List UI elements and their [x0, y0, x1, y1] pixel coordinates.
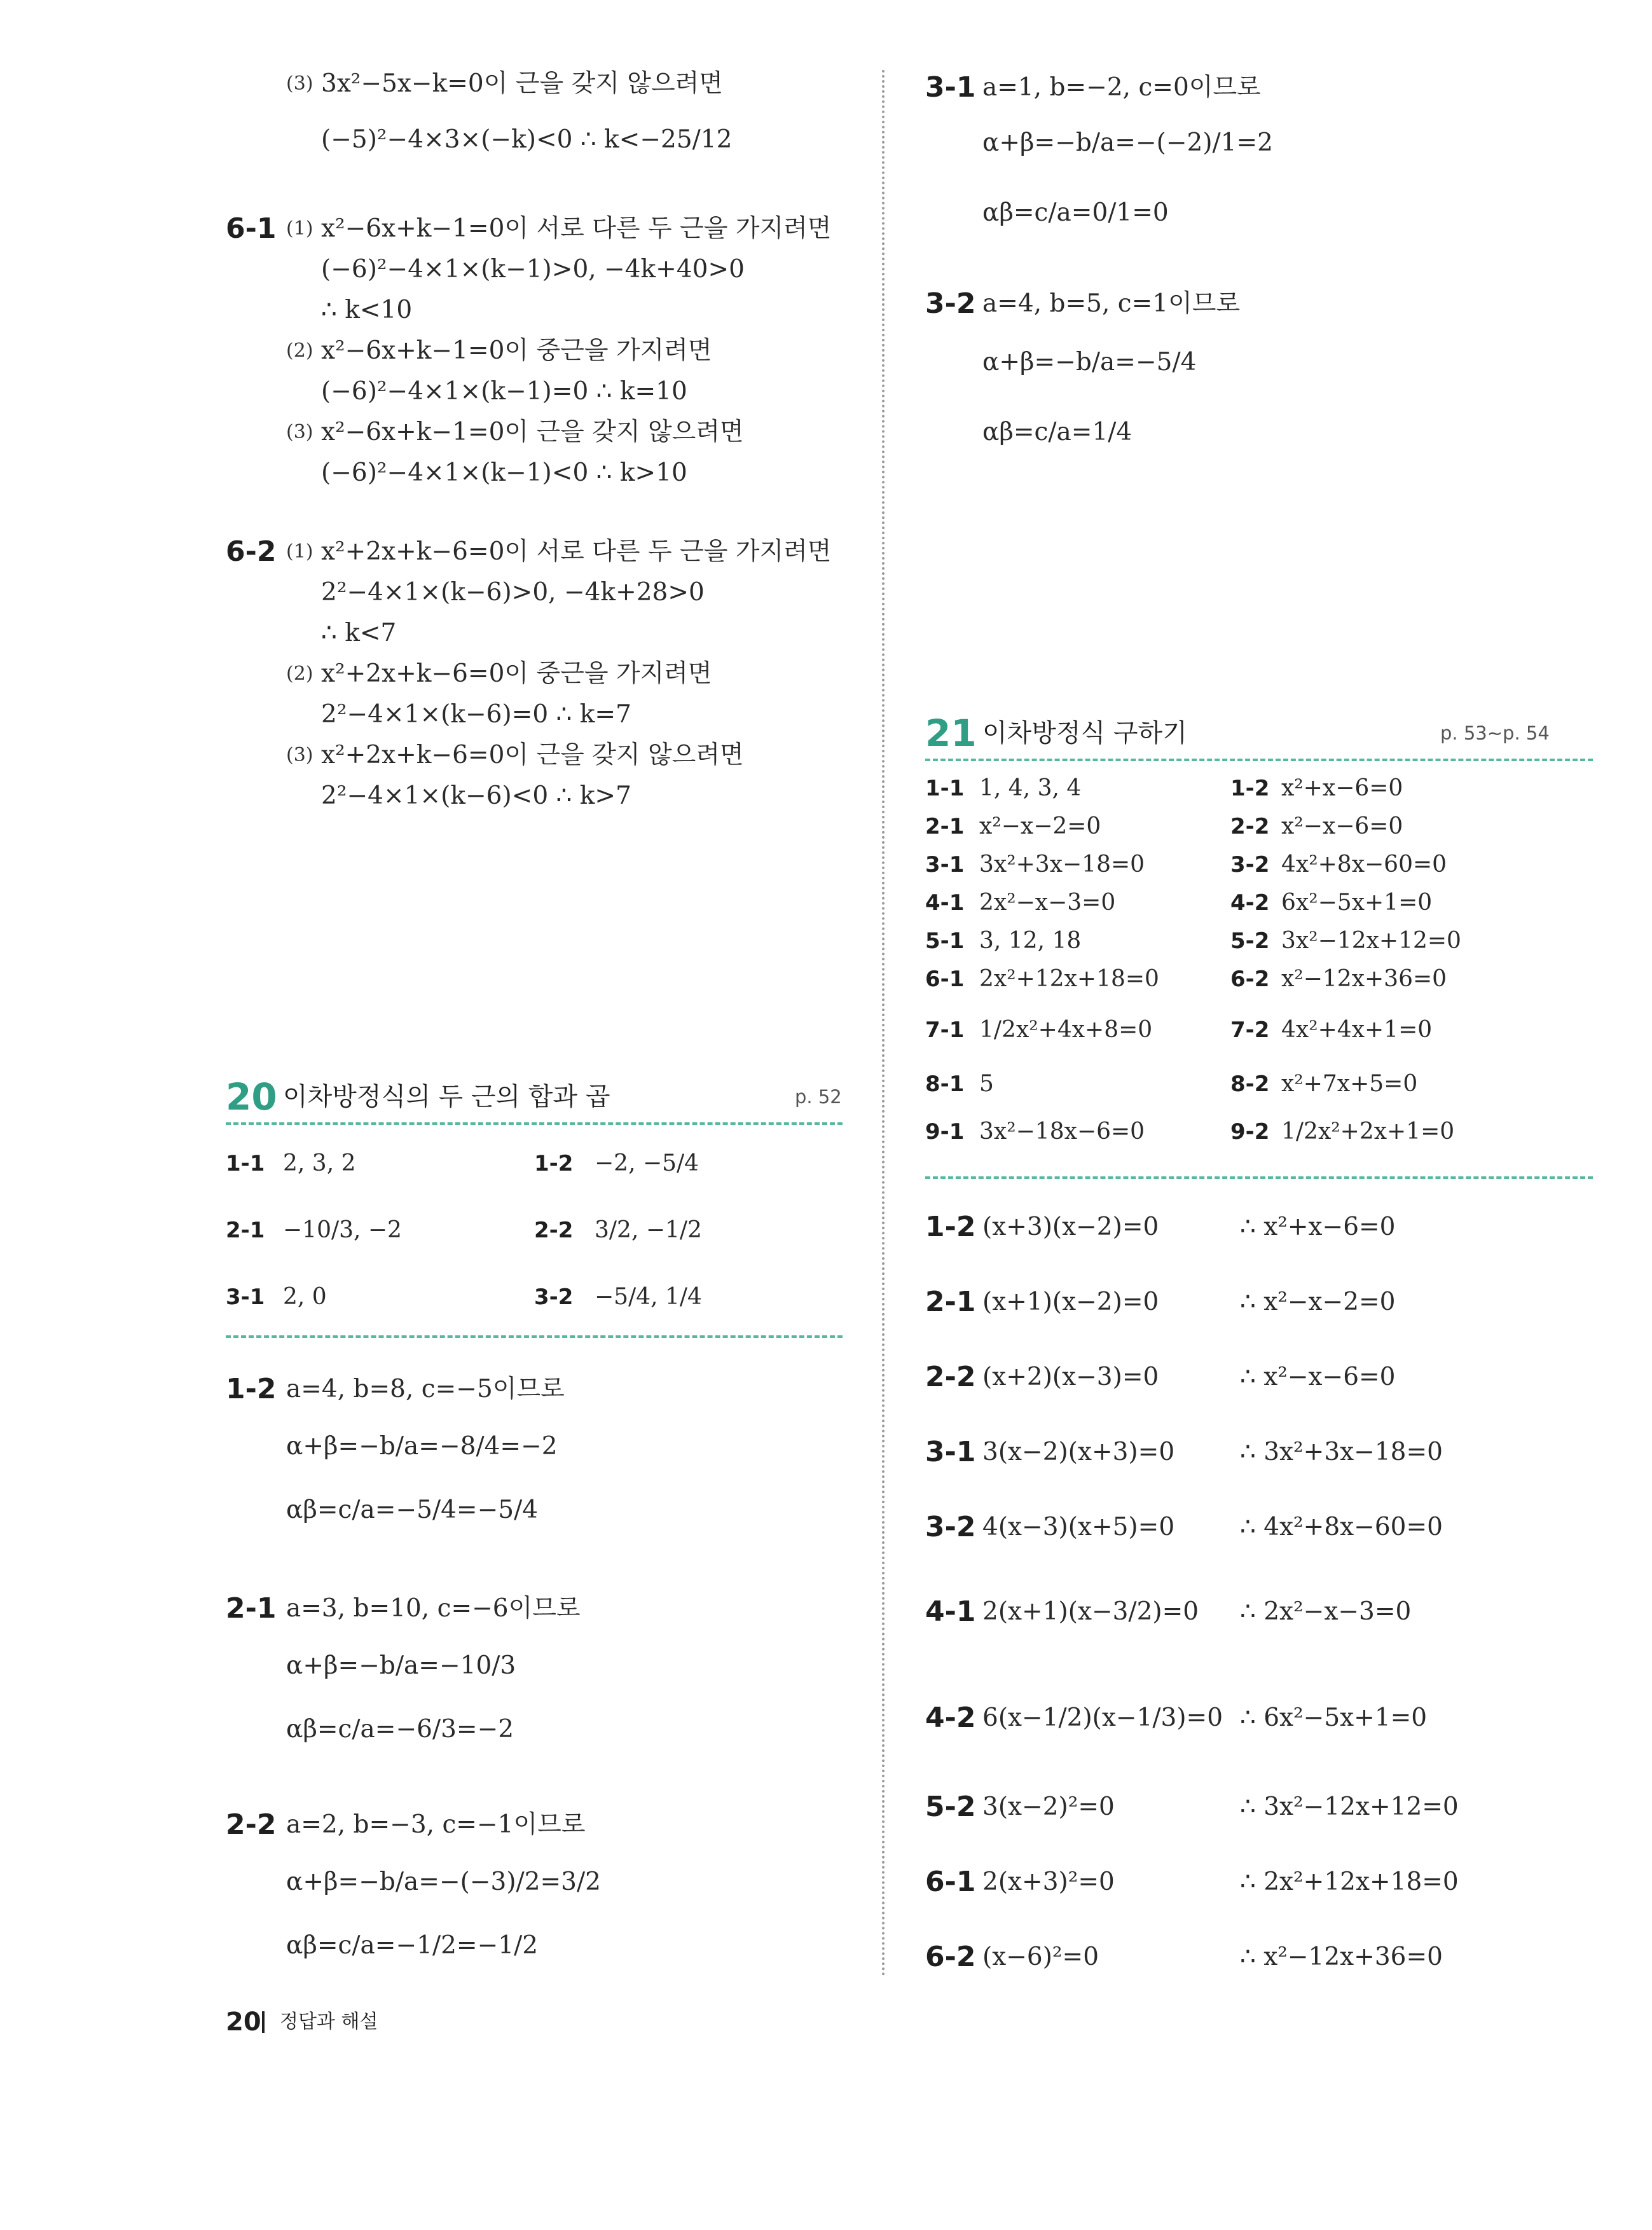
problem-number: 2-2 — [925, 1361, 976, 1393]
answer-label: 1-2 — [1230, 776, 1270, 801]
solution-line: α+β=−b/a=−(−3)/2=3/2 — [286, 1868, 601, 1896]
solution-line: a=2, b=−3, c=−1이므로 — [286, 1810, 586, 1839]
answer-label: 6-1 — [925, 967, 965, 992]
solution-line: α+β=−b/a=−(−2)/1=2 — [982, 128, 1273, 157]
problem-number: 2-1 — [226, 1592, 277, 1625]
section-number: 20 — [226, 1075, 277, 1118]
solution-result: ∴ x²+x−6=0 — [1240, 1213, 1396, 1241]
problem-number: 2-2 — [226, 1808, 277, 1841]
solution-line: x²−6x+k−1=0이 서로 다른 두 근을 가지려면 — [321, 214, 832, 243]
part-label: (3) — [286, 421, 313, 443]
solution-line: x²−6x+k−1=0이 중근을 가지려면 — [321, 336, 712, 365]
footer-separator — [262, 2011, 265, 2033]
solution-result: ∴ 3x²−12x+12=0 — [1240, 1793, 1459, 1821]
part-label: (3) — [286, 72, 313, 95]
answer-value: 1/2x²+2x+1=0 — [1281, 1118, 1455, 1145]
solution-line: 2²−4×1×(k−6)<0 ∴ k>7 — [321, 781, 631, 810]
answer-value: 5 — [979, 1071, 994, 1097]
problem-number: 6-1 — [226, 212, 277, 245]
solution-line: αβ=c/a=−1/2=−1/2 — [286, 1931, 539, 1960]
solution-line: α+β=−b/a=−10/3 — [286, 1651, 516, 1680]
section-divider — [226, 1122, 843, 1125]
answer-value: 2x²−x−3=0 — [979, 890, 1116, 916]
answer-label: 2-2 — [534, 1218, 574, 1243]
solution-line: 3x²−5x−k=0이 근을 갖지 않으려면 — [321, 69, 723, 98]
answer-label: 3-1 — [925, 852, 965, 878]
answer-value: 3x²−18x−6=0 — [979, 1118, 1145, 1145]
answer-value: x²+7x+5=0 — [1281, 1071, 1418, 1097]
answer-label: 8-1 — [925, 1071, 965, 1097]
solution-result: ∴ x²−x−2=0 — [1240, 1288, 1396, 1316]
problem-number: 3-2 — [925, 1511, 976, 1543]
part-label: (2) — [286, 663, 313, 685]
answer-value: 3, 12, 18 — [979, 928, 1082, 954]
problem-number: 6-2 — [925, 1941, 976, 1973]
solution-line: α+β=−b/a=−8/4=−2 — [286, 1432, 558, 1461]
answer-value: x²−12x+36=0 — [1281, 966, 1447, 992]
answer-value: 3x²+3x−18=0 — [979, 851, 1145, 878]
part-label: (1) — [286, 217, 313, 240]
solution-equation: (x+3)(x−2)=0 — [982, 1213, 1159, 1241]
answer-value: 3x²−12x+12=0 — [1281, 928, 1461, 954]
solution-line: ∴ k<10 — [321, 296, 413, 324]
section-page-ref: p. 52 — [795, 1086, 842, 1108]
answer-label: 3-2 — [534, 1284, 574, 1310]
solution-result: ∴ 3x²+3x−18=0 — [1240, 1438, 1443, 1466]
section-title: 이차방정식 구하기 — [982, 719, 1187, 748]
answer-value: 3/2, −1/2 — [595, 1217, 702, 1243]
answer-value: x²−x−6=0 — [1281, 813, 1403, 839]
answer-value: 2, 0 — [283, 1284, 327, 1310]
answer-label: 1-1 — [226, 1151, 265, 1176]
solution-equation: (x+1)(x−2)=0 — [982, 1288, 1159, 1316]
problem-number: 2-1 — [925, 1286, 976, 1318]
answer-value: −2, −5/4 — [595, 1150, 699, 1176]
answer-value: 6x²−5x+1=0 — [1281, 890, 1433, 916]
answer-value: −5/4, 1/4 — [595, 1284, 702, 1310]
problem-number: 3-1 — [925, 1436, 976, 1468]
answer-label: 4-2 — [1230, 890, 1270, 916]
solution-equation: 3(x−2)²=0 — [982, 1793, 1115, 1821]
section-divider — [925, 759, 1593, 761]
solution-line: αβ=c/a=−6/3=−2 — [286, 1715, 514, 1744]
solution-equation: 2(x+3)²=0 — [982, 1868, 1115, 1896]
solution-line: a=4, b=5, c=1이므로 — [982, 289, 1241, 318]
solution-result: ∴ 2x²−x−3=0 — [1240, 1597, 1412, 1626]
solution-result: ∴ 4x²+8x−60=0 — [1240, 1513, 1443, 1541]
section-title: 이차방정식의 두 근의 합과 곱 — [283, 1082, 610, 1112]
answer-label: 9-2 — [1230, 1119, 1270, 1145]
solution-line: α+β=−b/a=−5/4 — [982, 348, 1197, 376]
answer-value: 4x²+8x−60=0 — [1281, 851, 1447, 878]
solution-line: a=4, b=8, c=−5이므로 — [286, 1375, 565, 1403]
solution-line: x²+2x+k−6=0이 근을 갖지 않으려면 — [321, 741, 744, 769]
section-divider — [226, 1335, 843, 1338]
answer-value: 2x²+12x+18=0 — [979, 966, 1159, 992]
right-column — [884, 0, 1652, 2230]
solution-line: (−6)²−4×1×(k−1)<0 ∴ k>10 — [321, 458, 687, 487]
solution-line: x²+2x+k−6=0이 중근을 가지려면 — [321, 659, 712, 688]
solution-line: a=1, b=−2, c=0이므로 — [982, 73, 1261, 102]
solution-result: ∴ 6x²−5x+1=0 — [1240, 1703, 1428, 1732]
answer-value: 1, 4, 3, 4 — [979, 775, 1082, 801]
solution-line: 2²−4×1×(k−6)>0, −4k+28>0 — [321, 578, 705, 607]
problem-number: 6-2 — [226, 535, 277, 568]
answer-value: 2, 3, 2 — [283, 1150, 356, 1176]
problem-number: 4-2 — [925, 1702, 976, 1734]
answer-label: 3-2 — [1230, 852, 1270, 878]
answer-value: x²−x−2=0 — [979, 813, 1101, 839]
problem-number: 3-2 — [925, 287, 976, 320]
answer-label: 5-2 — [1230, 928, 1270, 954]
solution-equation: 2(x+1)(x−3/2)=0 — [982, 1597, 1199, 1626]
problem-number: 4-1 — [925, 1595, 976, 1628]
solution-equation: 6(x−1/2)(x−1/3)=0 — [982, 1703, 1223, 1732]
solution-line: x²+2x+k−6=0이 서로 다른 두 근을 가지려면 — [321, 537, 832, 566]
section-divider — [925, 1176, 1593, 1179]
solution-equation: (x−6)²=0 — [982, 1943, 1099, 1971]
solution-line: αβ=c/a=0/1=0 — [982, 198, 1169, 227]
solution-result: ∴ 2x²+12x+18=0 — [1240, 1868, 1459, 1896]
solution-equation: (x+2)(x−3)=0 — [982, 1363, 1159, 1391]
section-page-ref: p. 53~p. 54 — [1440, 722, 1550, 744]
solution-line: 2²−4×1×(k−6)=0 ∴ k=7 — [321, 700, 631, 729]
part-label: (2) — [286, 340, 313, 362]
answer-label: 2-1 — [925, 814, 965, 839]
answer-label: 5-1 — [925, 928, 965, 954]
answer-label: 1-2 — [534, 1151, 574, 1176]
solution-equation: 3(x−2)(x+3)=0 — [982, 1438, 1175, 1466]
answer-value: 4x²+4x+1=0 — [1281, 1017, 1433, 1043]
answer-value: 1/2x²+4x+8=0 — [979, 1017, 1153, 1043]
problem-number: 1-2 — [925, 1211, 976, 1243]
part-label: (3) — [286, 744, 313, 766]
answer-label: 9-1 — [925, 1119, 965, 1145]
solution-line: (−5)²−4×3×(−k)<0 ∴ k<−25/12 — [321, 125, 733, 154]
solution-line: (−6)²−4×1×(k−1)>0, −4k+40>0 — [321, 255, 745, 284]
part-label: (1) — [286, 540, 313, 563]
solution-line: a=3, b=10, c=−6이므로 — [286, 1594, 581, 1623]
solution-line: αβ=c/a=1/4 — [982, 418, 1132, 446]
section-number: 21 — [925, 712, 977, 755]
solution-line: (−6)²−4×1×(k−1)=0 ∴ k=10 — [321, 377, 687, 406]
answer-label: 7-2 — [1230, 1017, 1270, 1043]
answer-value: x²+x−6=0 — [1281, 775, 1403, 801]
solution-line: αβ=c/a=−5/4=−5/4 — [286, 1496, 539, 1524]
page-number: 20 — [226, 2007, 261, 2037]
answer-label: 3-1 — [226, 1284, 265, 1310]
solution-result: ∴ x²−12x+36=0 — [1240, 1943, 1443, 1971]
problem-number: 1-2 — [226, 1373, 277, 1405]
answer-label: 4-1 — [925, 890, 965, 916]
solution-equation: 4(x−3)(x+5)=0 — [982, 1513, 1175, 1541]
answer-label: 2-2 — [1230, 814, 1270, 839]
solution-line: x²−6x+k−1=0이 근을 갖지 않으려면 — [321, 418, 744, 446]
answer-label: 7-1 — [925, 1017, 965, 1043]
problem-number: 3-1 — [925, 71, 976, 104]
solution-result: ∴ x²−x−6=0 — [1240, 1363, 1396, 1391]
answer-label: 8-2 — [1230, 1071, 1270, 1097]
footer-text: 정답과 해설 — [280, 2011, 378, 2033]
answer-value: −10/3, −2 — [283, 1217, 402, 1243]
answer-label: 2-1 — [226, 1218, 265, 1243]
answer-label: 1-1 — [925, 776, 965, 801]
solution-line: ∴ k<7 — [321, 619, 397, 647]
problem-number: 6-1 — [925, 1866, 976, 1898]
problem-number: 5-2 — [925, 1791, 976, 1823]
answer-label: 6-2 — [1230, 967, 1270, 992]
